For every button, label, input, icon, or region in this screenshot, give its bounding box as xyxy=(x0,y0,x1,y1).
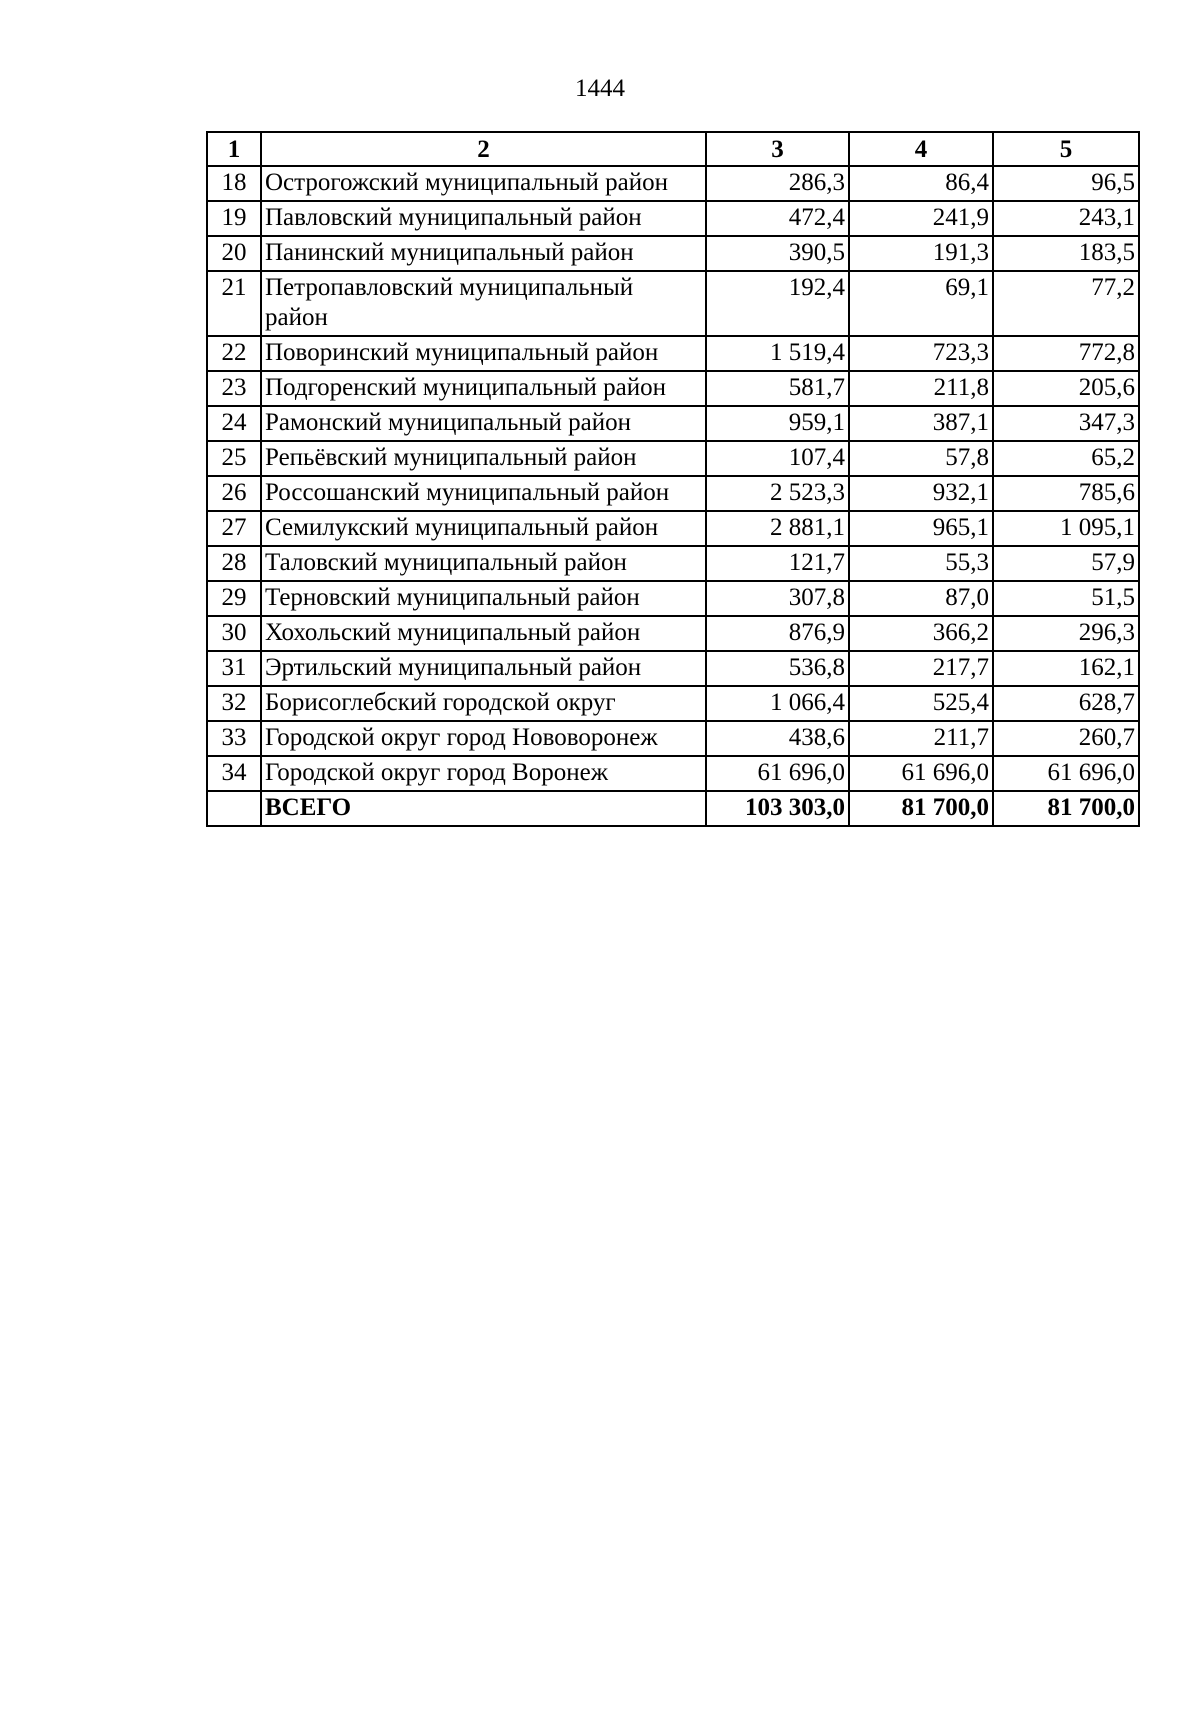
district-name: Рамонский муниципальный район xyxy=(261,406,706,441)
district-name: Павловский муниципальный район xyxy=(261,201,706,236)
row-number: 26 xyxy=(207,476,261,511)
value-column-4: 211,8 xyxy=(849,371,993,406)
row-number: 21 xyxy=(207,271,261,336)
district-name: Острогожский муниципальный район xyxy=(261,166,706,201)
table-row xyxy=(207,406,1139,441)
table-row xyxy=(207,336,1139,371)
value-column-3: 536,8 xyxy=(706,651,849,686)
table-row xyxy=(207,616,1139,651)
table-body xyxy=(207,166,1139,826)
value-column-3: 107,4 xyxy=(706,441,849,476)
value-column-3: 61 696,0 xyxy=(706,756,849,791)
table-row xyxy=(207,271,1139,336)
row-number: 19 xyxy=(207,201,261,236)
value-column-4: 387,1 xyxy=(849,406,993,441)
value-column-3: 472,4 xyxy=(706,201,849,236)
row-number: 33 xyxy=(207,721,261,756)
table-row xyxy=(207,201,1139,236)
value-column-3: 1 519,4 xyxy=(706,336,849,371)
table-row xyxy=(207,651,1139,686)
total-value-column-4: 81 700,0 xyxy=(849,791,993,826)
district-name: Терновский муниципальный район xyxy=(261,581,706,616)
value-column-5: 785,6 xyxy=(993,476,1139,511)
column-header-5: 5 xyxy=(993,132,1139,166)
row-number: 22 xyxy=(207,336,261,371)
value-column-5: 96,5 xyxy=(993,166,1139,201)
value-column-3: 286,3 xyxy=(706,166,849,201)
data-table xyxy=(206,131,1140,827)
value-column-4: 61 696,0 xyxy=(849,756,993,791)
value-column-4: 366,2 xyxy=(849,616,993,651)
value-column-4: 69,1 xyxy=(849,271,993,336)
row-number: 24 xyxy=(207,406,261,441)
value-column-4: 723,3 xyxy=(849,336,993,371)
value-column-5: 61 696,0 xyxy=(993,756,1139,791)
table-row xyxy=(207,581,1139,616)
page-number: 1444 xyxy=(575,75,625,102)
row-number: 18 xyxy=(207,166,261,201)
row-number: 31 xyxy=(207,651,261,686)
value-column-4: 87,0 xyxy=(849,581,993,616)
district-name: Борисоглебский городской округ xyxy=(261,686,706,721)
district-name: Россошанский муниципальный район xyxy=(261,476,706,511)
value-column-4: 86,4 xyxy=(849,166,993,201)
value-column-5: 162,1 xyxy=(993,651,1139,686)
district-name: Семилукский муниципальный район xyxy=(261,511,706,546)
district-name: Репьёвский муниципальный район xyxy=(261,441,706,476)
district-name: Таловский муниципальный район xyxy=(261,546,706,581)
value-column-5: 205,6 xyxy=(993,371,1139,406)
value-column-5: 183,5 xyxy=(993,236,1139,271)
value-column-5: 347,3 xyxy=(993,406,1139,441)
table-row xyxy=(207,756,1139,791)
total-row xyxy=(207,791,1139,826)
value-column-5: 628,7 xyxy=(993,686,1139,721)
total-district-name: ВСЕГО xyxy=(261,791,706,826)
table-header-row xyxy=(207,132,1139,166)
table-row xyxy=(207,686,1139,721)
value-column-3: 581,7 xyxy=(706,371,849,406)
row-number: 20 xyxy=(207,236,261,271)
column-header-1: 1 xyxy=(207,132,261,166)
value-column-3: 438,6 xyxy=(706,721,849,756)
value-column-3: 390,5 xyxy=(706,236,849,271)
table-row xyxy=(207,441,1139,476)
value-column-4: 217,7 xyxy=(849,651,993,686)
value-column-3: 121,7 xyxy=(706,546,849,581)
table-row xyxy=(207,476,1139,511)
district-name: Панинский муниципальный район xyxy=(261,236,706,271)
value-column-3: 2 881,1 xyxy=(706,511,849,546)
value-column-5: 1 095,1 xyxy=(993,511,1139,546)
value-column-5: 772,8 xyxy=(993,336,1139,371)
value-column-4: 965,1 xyxy=(849,511,993,546)
district-name: Городской округ город Воронеж xyxy=(261,756,706,791)
value-column-3: 192,4 xyxy=(706,271,849,336)
value-column-4: 55,3 xyxy=(849,546,993,581)
value-column-5: 51,5 xyxy=(993,581,1139,616)
value-column-4: 525,4 xyxy=(849,686,993,721)
value-column-5: 296,3 xyxy=(993,616,1139,651)
value-column-4: 211,7 xyxy=(849,721,993,756)
value-column-3: 2 523,3 xyxy=(706,476,849,511)
table-row xyxy=(207,511,1139,546)
column-header-3: 3 xyxy=(706,132,849,166)
value-column-3: 307,8 xyxy=(706,581,849,616)
total-value-column-5: 81 700,0 xyxy=(993,791,1139,826)
value-column-3: 1 066,4 xyxy=(706,686,849,721)
table-row xyxy=(207,236,1139,271)
table-row xyxy=(207,166,1139,201)
row-number: 32 xyxy=(207,686,261,721)
value-column-5: 57,9 xyxy=(993,546,1139,581)
value-column-4: 932,1 xyxy=(849,476,993,511)
row-number: 27 xyxy=(207,511,261,546)
column-header-4: 4 xyxy=(849,132,993,166)
value-column-5: 77,2 xyxy=(993,271,1139,336)
value-column-4: 241,9 xyxy=(849,201,993,236)
row-number: 25 xyxy=(207,441,261,476)
district-name: Подгоренский муниципальный район xyxy=(261,371,706,406)
row-number: 34 xyxy=(207,756,261,791)
value-column-3: 876,9 xyxy=(706,616,849,651)
total-value-column-3: 103 303,0 xyxy=(706,791,849,826)
table-row xyxy=(207,371,1139,406)
value-column-4: 57,8 xyxy=(849,441,993,476)
district-name: Поворинский муниципальный район xyxy=(261,336,706,371)
total-row-number xyxy=(207,791,261,826)
district-name: Хохольский муниципальный район xyxy=(261,616,706,651)
value-column-3: 959,1 xyxy=(706,406,849,441)
table-row xyxy=(207,546,1139,581)
column-header-2: 2 xyxy=(261,132,706,166)
row-number: 30 xyxy=(207,616,261,651)
district-name: Петропавловский муниципальный район xyxy=(261,271,706,336)
value-column-5: 243,1 xyxy=(993,201,1139,236)
value-column-5: 65,2 xyxy=(993,441,1139,476)
value-column-4: 191,3 xyxy=(849,236,993,271)
district-name: Эртильский муниципальный район xyxy=(261,651,706,686)
district-name: Городской округ город Нововоронеж xyxy=(261,721,706,756)
table-row xyxy=(207,721,1139,756)
row-number: 29 xyxy=(207,581,261,616)
row-number: 28 xyxy=(207,546,261,581)
value-column-5: 260,7 xyxy=(993,721,1139,756)
row-number: 23 xyxy=(207,371,261,406)
